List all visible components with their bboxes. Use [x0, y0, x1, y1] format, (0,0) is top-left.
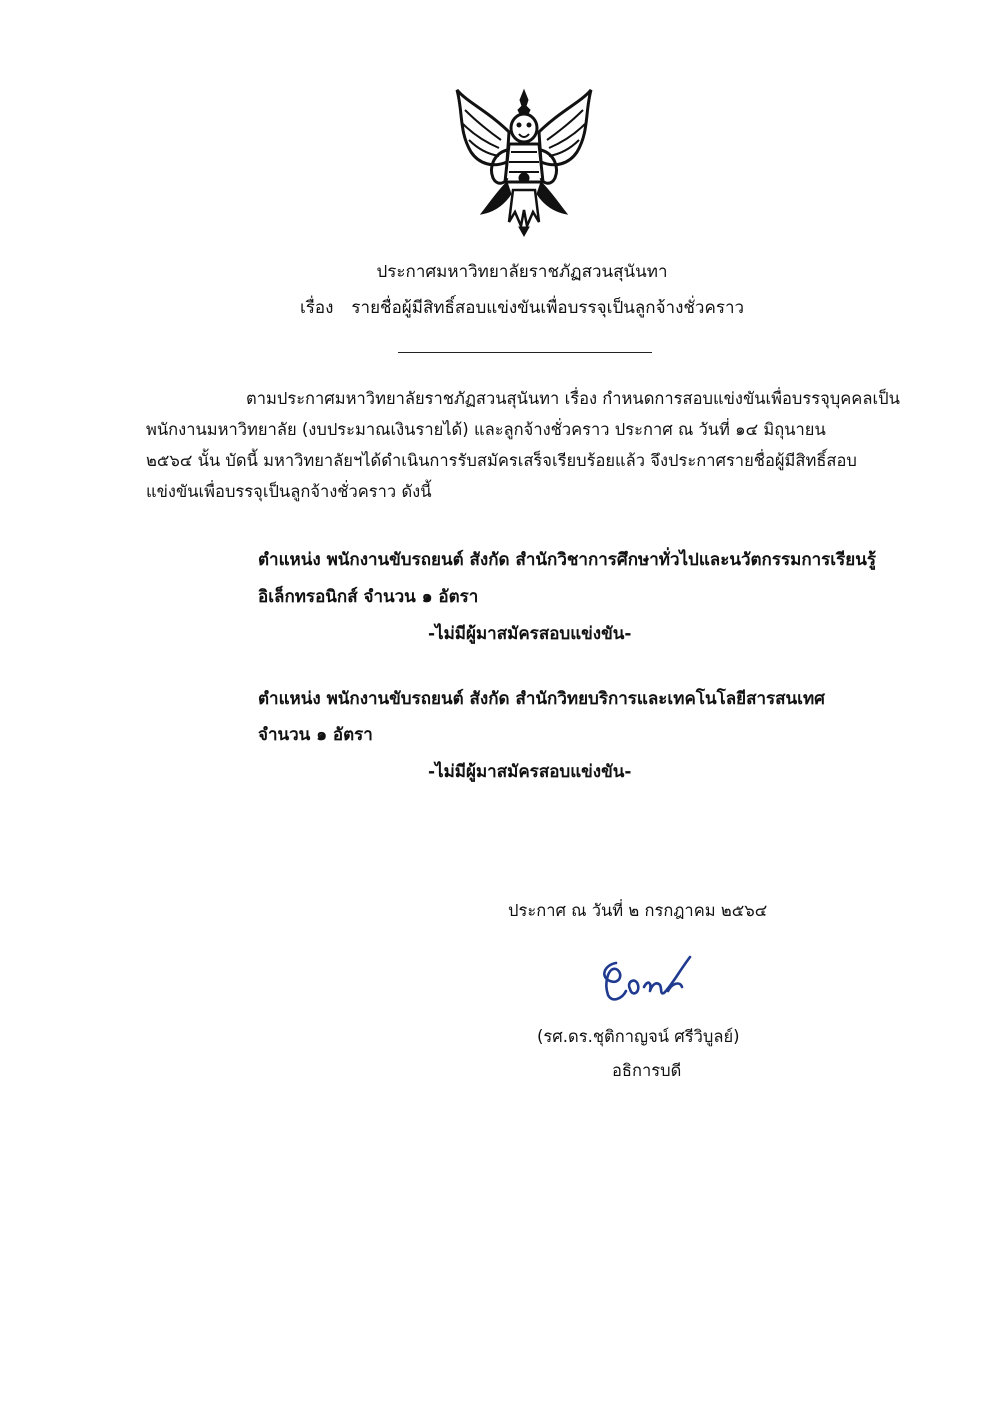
position-2-status: -ไม่มีผู้มาสมัครสอบแข่งขัน- — [428, 762, 632, 782]
signature-image — [586, 943, 716, 1015]
position-1-status: -ไม่มีผู้มาสมัครสอบแข่งขัน- — [428, 624, 632, 644]
subject-line — [22, 296, 1000, 320]
subject-text: รายชื่อผู้มีสิทธิ์สอบแข่งขันเพื่อบรรจุเป็นลูกจ้างชั่วคราว — [351, 298, 745, 318]
announcement-title: ประกาศมหาวิทยาลัยราชภัฏสวนสุนันทา — [376, 262, 668, 282]
body-text-1: ตามประกาศมหาวิทยาลัยราชภัฏสวนสุนันทา เรื่อง กำหนดการสอบแข่งขันเพื่อบรรจุบุคคลเป็น — [246, 389, 900, 408]
body-line-3 — [146, 448, 908, 474]
garuda-emblem-icon — [449, 82, 599, 242]
title-divider — [398, 352, 652, 353]
body-text-4: แข่งขันเพื่อบรรจุเป็นลูกจ้างชั่วคราว ดังนี้ — [146, 482, 432, 501]
body-line-2 — [146, 417, 908, 443]
position-2-detail: จำนวน ๑ อัตรา — [258, 725, 373, 745]
position-2-title: ตำแหน่ง พนักงานขับรถยนต์ สังกัด สำนักวิทยบริการและเทคโนโลยีสารสนเทศ — [258, 689, 825, 709]
body-text-2: พนักงานมหาวิทยาลัย (งบประมาณเงินรายได้) และลูกจ้างชั่วคราว ประกาศ ณ วันที่ ๑๔ มิถุนายน — [146, 420, 826, 439]
body-line-1 — [246, 386, 908, 412]
signer-name: (รศ.ดร.ชุติกาญจน์ ศรีวิบูลย์) — [537, 1027, 740, 1046]
position-1-title: ตำแหน่ง พนักงานขับรถยนต์ สังกัด สำนักวิชาการศึกษาทั่วไปและนวัตกรรมการเรียนรู้ — [258, 550, 876, 570]
body-text-3: ๒๕๖๔ นั้น บัดนี้ มหาวิทยาลัยฯได้ดำเนินการรับสมัครเสร็จเรียบร้อยแล้ว จึงประกาศรายชื่อผู้มีสิทธิ์สอบ — [146, 451, 857, 470]
body-line-4 — [146, 479, 432, 505]
announcement-date: ประกาศ ณ วันที่ ๒ กรกฎาคม ๒๕๖๔ — [508, 901, 768, 920]
position-1-detail: อิเล็กทรอนิกส์ จำนวน ๑ อัตรา — [258, 587, 479, 607]
subject-label: เรื่อง — [299, 298, 334, 318]
signer-title: อธิการบดี — [612, 1061, 682, 1080]
